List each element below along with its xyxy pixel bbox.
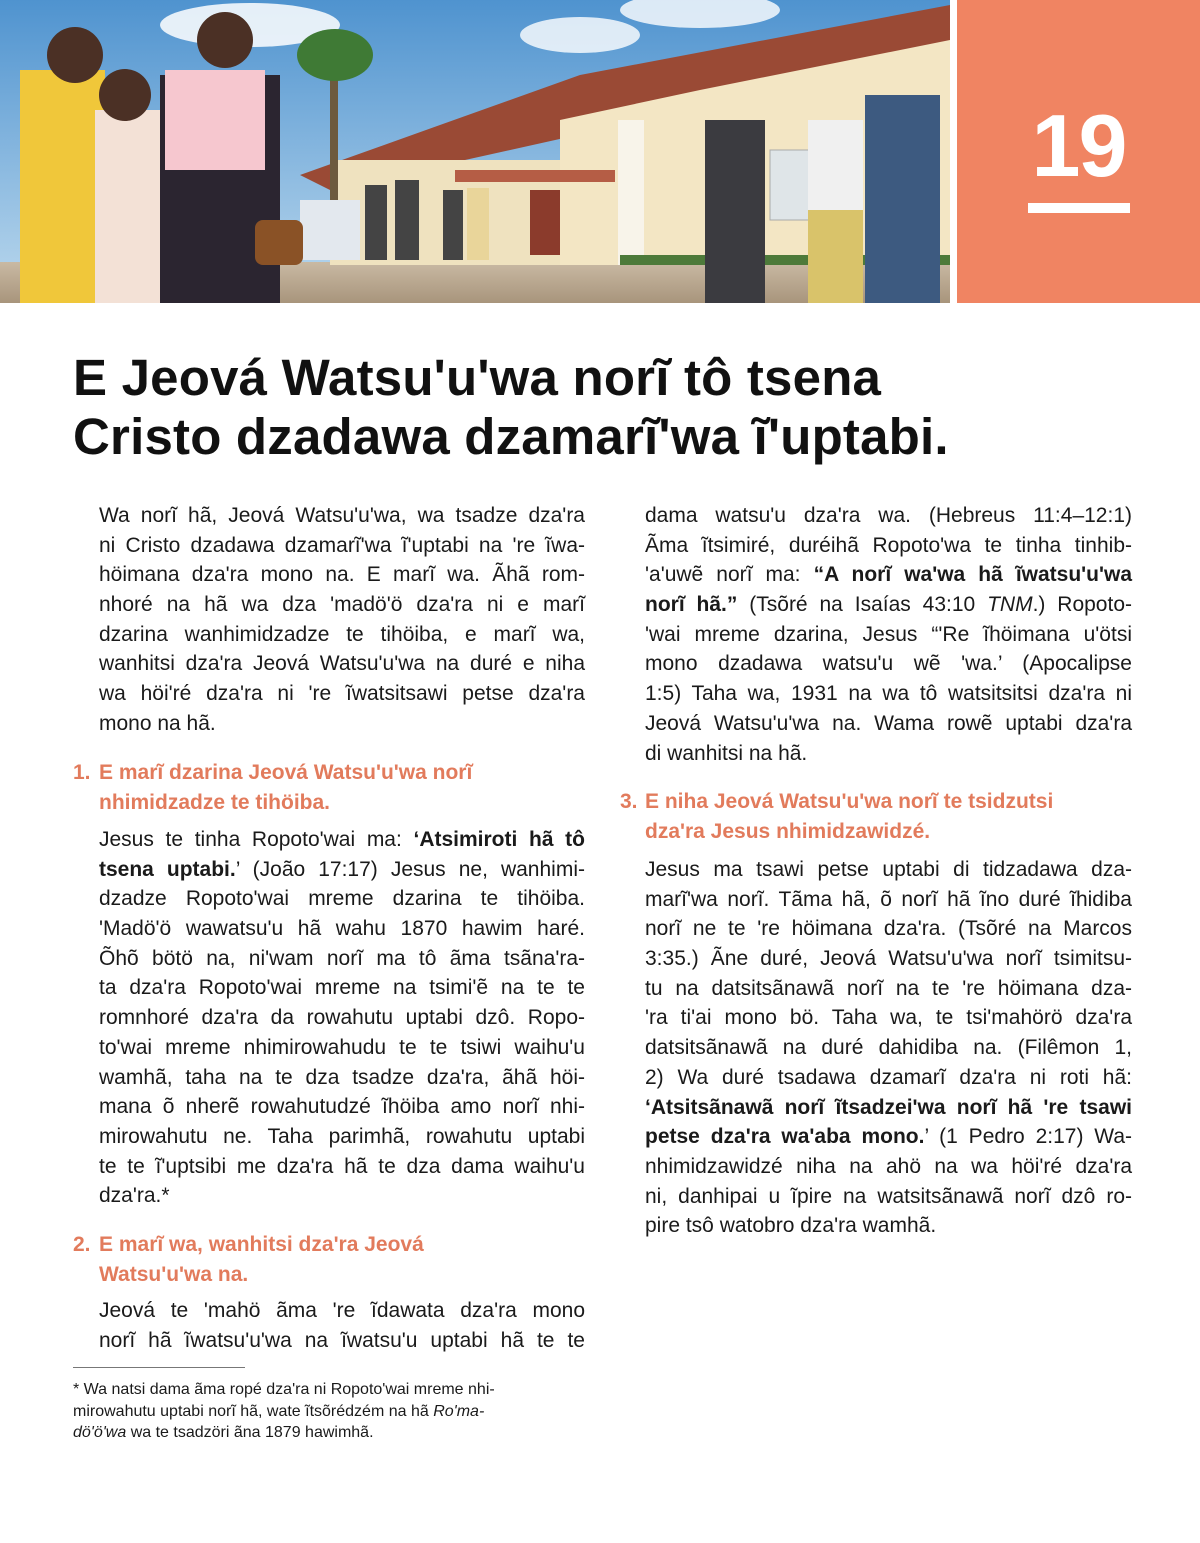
italic-text: TNM — [987, 593, 1033, 617]
lesson-number-underline — [1028, 203, 1130, 213]
section-heading-text — [99, 758, 593, 817]
text-line: dza'ra Jesus nhimidzawidzé. — [645, 819, 931, 843]
section-heading-1 — [73, 758, 593, 817]
text-line: mono dzadawa watsu'u wẽ 'wa.’ (Apocalipse — [645, 652, 1132, 676]
italic-text: dö'ö'wa — [73, 1424, 127, 1441]
section-number: 1. — [73, 761, 91, 784]
text-line: Ãma ĩtsimiré, duréihã Ropoto'wa te tinha tinhib- — [645, 533, 1132, 557]
text-line: 3:35.) Ãne duré, Jeová Watsu'u'wa norĩ tsimitsu- — [645, 947, 1132, 971]
section-heading-text — [99, 1230, 593, 1289]
text-segment: 'a'uwẽ norĩ ma: — [645, 563, 814, 587]
text-line: dza'ra.* — [99, 1184, 170, 1208]
text-line: wanhitsi dza'ra Jeová Watsu'u'wa na duré e niha — [99, 652, 585, 676]
text-line: wamhã, taha na te dza tsadze dza'ra, ãhã höi- — [99, 1065, 585, 1089]
text-line — [645, 590, 1132, 620]
text-line — [645, 1093, 1132, 1123]
lesson-title — [73, 348, 949, 466]
text-line: 'wai mreme dzarina, Jesus “'Re ĩhöimana u'ötsi — [645, 622, 1132, 646]
text-line: nhimidzadze te tihöiba. — [99, 790, 331, 814]
text-line: mono na hã. — [99, 711, 216, 735]
section-number: 3. — [620, 790, 638, 813]
text-line: norĩ hã ĩwatsu'u'wa na ĩwatsu'u uptabi hã te te — [99, 1328, 585, 1352]
text-line: 'Madö'ö wawatsu'u hã wahu 1870 hawim haré. — [99, 917, 585, 941]
text-line: Jeová Watsu'u'wa na. Wama rowẽ uptabi dza'ra — [645, 711, 1132, 735]
text-line — [99, 855, 585, 885]
text-line: ni Cristo dzadawa dzamarĩ'wa ĩ'uptabi na 're ĩwa- — [99, 533, 585, 557]
text-line: E niha Jeová Watsu'u'wa norĩ te tsidzutsi — [645, 790, 1054, 813]
bold-text: ‘Atsitsãnawã norĩ ĩtsadzei'wa norĩ hã 're tsawi — [645, 1095, 1132, 1119]
text-line: 'ra ti'ai mono bö. Taha wa, te tsi'mahörö dza'ra — [645, 1006, 1132, 1030]
bold-text: tsena uptabi. — [99, 857, 236, 881]
text-line: 1:5) Taha wa, 1931 na wa tô watsitsitsi dza'ra ni — [645, 682, 1132, 706]
text-segment: ’ (1 Pedro 2:17) Wa- — [924, 1125, 1132, 1149]
text-line: * Wa natsi dama ãma ropé dza'ra ni Ropoto'wai mreme nhi- — [73, 1381, 495, 1398]
text-line: E marĩ dzarina Jeová Watsu'u'wa norĩ — [99, 761, 473, 784]
text-line: mirowahutu ne. Taha parimhã, rowahutu uptabi — [99, 1124, 585, 1148]
bold-text: petse dza'ra wa'aba mono. — [645, 1125, 925, 1149]
text-line — [73, 1422, 573, 1444]
text-line: Õhõ bötö na, ni'wam norĩ ma tô ãma tsãna'ra- — [99, 946, 585, 970]
section-heading-3 — [620, 787, 1160, 846]
text-segment: Jesus te tinha Ropoto'wai ma: — [99, 828, 414, 851]
text-line: nhimidzawidzé niha na ahö na wa höi'ré dza'ra — [645, 1154, 1132, 1178]
lesson-title-line: E Jeová Watsu'u'wa norĩ tô tsena — [73, 349, 882, 406]
text-line: Jeová te 'mahö ãma 're ĩdawata dza'ra mono — [99, 1299, 585, 1322]
kingdom-hall-photo — [0, 0, 950, 303]
italic-text: Ro'ma- — [433, 1402, 485, 1420]
text-line — [645, 1122, 1132, 1152]
text-line: tu na datsitsãnawã norĩ na te 're höimana dza- — [645, 976, 1132, 1000]
text-segment: ’ (João 17:17) Jesus ne, wanhimi- — [235, 857, 585, 881]
text-line: te te ĩ'uptsibi me dza'ra hã te dza dama waihu'u — [99, 1154, 585, 1178]
bold-text: norĩ hã.” — [645, 593, 738, 617]
text-line: dzarina wanhimidzadze te tihöiba, e marĩ wa, — [99, 622, 585, 646]
section-1-paragraph — [99, 825, 585, 1211]
text-line: pire tsô watobro dza'ra wamhã. — [645, 1214, 937, 1238]
text-segment: wa te tsadzöri ãna 1879 hawimhã. — [126, 1424, 374, 1441]
footnote — [73, 1379, 573, 1444]
lesson-number-badge — [957, 0, 1200, 303]
text-segment: mirowahutu uptabi norĩ hã, wate ĩtsõrédzém na hã — [73, 1402, 434, 1420]
text-line — [645, 560, 1132, 590]
section-2-paragraph — [99, 1296, 585, 1355]
text-line: romnhoré dza'ra da rowahutu uptabi dzô. Ropo- — [99, 1006, 585, 1030]
lesson-title-line: Cristo dzadawa dzamarĩ'wa ĩ'uptabi. — [73, 408, 949, 465]
text-line: mana õ nherẽ rowahutudzé ĩhöiba amo norĩ nhi- — [99, 1095, 585, 1119]
text-line: di wanhitsi na hã. — [645, 741, 808, 765]
text-line: dama watsu'u dza'ra wa. (Hebreus 11:4–12:1) — [645, 504, 1132, 527]
section-2-paragraph-continued — [645, 501, 1132, 768]
text-line — [73, 1401, 573, 1423]
header-photo — [0, 0, 950, 303]
text-line: 2) Wa duré tsadawa dzamarĩ dza'ra ni roti hã: — [645, 1065, 1132, 1089]
text-line: dzadze Ropoto'wai mreme dzarina te tihöiba. — [99, 887, 585, 911]
footnote-divider — [73, 1367, 245, 1368]
section-heading-2 — [73, 1230, 593, 1289]
text-line: ta dza'ra Ropoto'wai mreme na tsimi'ẽ na te te — [99, 976, 585, 1000]
bold-text: “A norĩ wa'wa hã ĩwatsu'u'wa — [813, 563, 1133, 587]
text-line: ni, danhipai u ĩpire na watsitsãnawã norĩ dzô ro- — [645, 1184, 1132, 1208]
intro-paragraph — [99, 501, 585, 739]
text-line: Wa norĩ hã, Jeová Watsu'u'wa, wa tsadze dza'ra — [99, 504, 585, 527]
text-line: norĩ ne te 're höimana dza'ra. (Tsõré na Marcos — [645, 917, 1132, 941]
text-line: E marĩ wa, wanhitsi dza'ra Jeová — [99, 1233, 424, 1256]
text-line: wa höi'ré dza'ra ni 're ĩwatsitsawi petse dza'ra — [99, 682, 585, 706]
text-line: höimana dza'ra mono na. E marĩ wa. Ãhã rom- — [99, 563, 585, 587]
text-line: to'wai mreme nhimirowahudu te te tsiwi waihu'u — [99, 1035, 585, 1059]
text-line: Watsu'u'wa na. — [99, 1262, 249, 1286]
section-heading-text — [645, 787, 1160, 846]
text-line: nhoré na hã wa dza 'madö'ö dza'ra ni e marĩ — [99, 593, 585, 617]
text-line — [99, 825, 585, 855]
section-3-paragraph — [645, 855, 1132, 1241]
text-line: Jesus ma tsawi petse uptabi di tidzadawa dza- — [645, 858, 1132, 881]
text-segment: (Tsõré na Isaías 43:10 — [737, 593, 988, 617]
text-segment: .) Ropoto- — [1032, 593, 1132, 617]
text-line: datsitsãnawã na duré dahidiba na. (Filêmon 1, — [645, 1036, 1132, 1060]
text-line: marĩ'wa norĩ. Tãma hã, õ norĩ hã ĩno duré ĩhidiba — [645, 887, 1132, 911]
section-number: 2. — [73, 1233, 91, 1256]
lesson-number: 19 — [1031, 96, 1126, 195]
bold-text: ‘Atsimiroti hã tô — [413, 828, 586, 851]
